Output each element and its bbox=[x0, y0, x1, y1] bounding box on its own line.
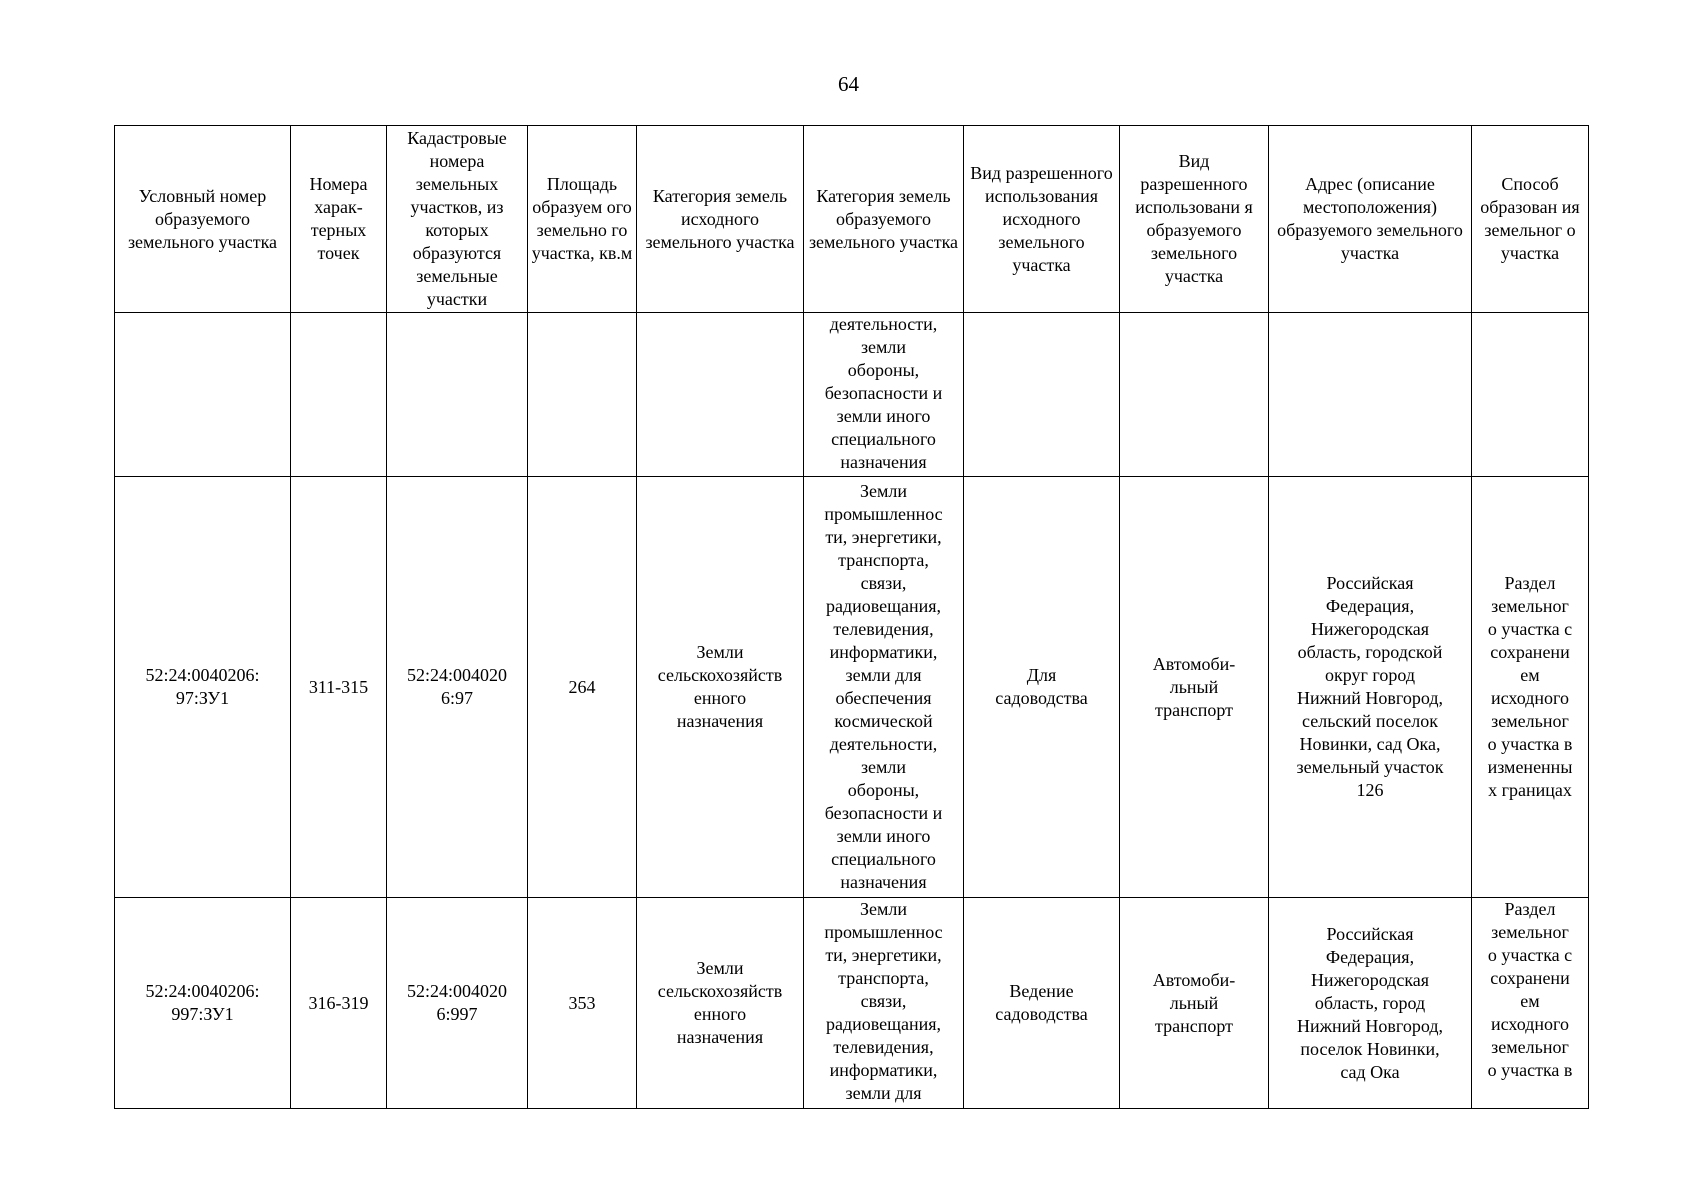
cell-cadastral-numbers: 52:24:004020 6:97 bbox=[387, 477, 528, 898]
cell-address: Российская Федерация, Нижегородская область, городской округ город Нижний Новгород, сельский поселок Новинки, сад Ока, земельный участок 126 bbox=[1269, 477, 1472, 898]
header-area: Площадь образуем ого земельно го участка, кв.м bbox=[528, 126, 637, 313]
cell-area: 353 bbox=[528, 898, 637, 1109]
page-number: 64 bbox=[838, 72, 859, 96]
cell-address: Российская Федерация, Нижегородская область, город Нижний Новгород, поселок Новинки, сад Ока bbox=[1269, 898, 1472, 1109]
cell-cadastral-numbers: 52:24:004020 6:997 bbox=[387, 898, 528, 1109]
table-row-continuation bbox=[115, 313, 1589, 477]
header-permitted-use-source: Вид разрешенного использования исходного земельного участка bbox=[964, 126, 1120, 313]
cell-points: 311-315 bbox=[291, 477, 387, 898]
cell-empty bbox=[637, 313, 804, 477]
cell-empty bbox=[291, 313, 387, 477]
cell-category-source: Земли сельскохозяйств енного назначения bbox=[637, 898, 804, 1109]
cell-empty bbox=[1120, 313, 1269, 477]
cell-empty bbox=[528, 313, 637, 477]
cell-category-formed: деятельности, земли обороны, безопасности и земли иного специального назначения bbox=[804, 313, 964, 477]
cell-empty bbox=[964, 313, 1120, 477]
cell-permitted-use-formed: Автомоби- льный транспорт bbox=[1120, 898, 1269, 1109]
table-header-row bbox=[115, 126, 1589, 313]
cell-empty bbox=[387, 313, 528, 477]
header-method: Способ образован ия земельног о участка bbox=[1472, 126, 1589, 313]
header-category-source: Категория земель исходного земельного участка bbox=[637, 126, 804, 313]
table-row bbox=[115, 898, 1589, 1109]
land-plots-table bbox=[114, 125, 1589, 1109]
cell-category-formed: Земли промышленнос ти, энергетики, транспорта, связи, радиовещания, телевидения, информатики, земли для bbox=[804, 898, 964, 1109]
cell-permitted-use-source: Ведение садоводства bbox=[964, 898, 1120, 1109]
header-category-formed: Категория земель образуемого земельного участка bbox=[804, 126, 964, 313]
cell-area: 264 bbox=[528, 477, 637, 898]
cell-points: 316-319 bbox=[291, 898, 387, 1109]
header-points: Номера харак-терных точек bbox=[291, 126, 387, 313]
cell-permitted-use-source: Для садоводства bbox=[964, 477, 1120, 898]
cell-empty bbox=[115, 313, 291, 477]
cell-empty bbox=[1472, 313, 1589, 477]
cell-permitted-use-formed: Автомоби- льный транспорт bbox=[1120, 477, 1269, 898]
cell-category-formed: Земли промышленнос ти, энергетики, транспорта, связи, радиовещания, телевидения, информатики, земли для обеспечения космической деятельности, земли обороны, безопасности и земли иного специального назначения bbox=[804, 477, 964, 898]
cell-empty bbox=[1269, 313, 1472, 477]
header-permitted-use-formed: Вид разрешенного использовани я образуемого земельного участка bbox=[1120, 126, 1269, 313]
cell-conditional-number: 52:24:0040206: 997:ЗУ1 bbox=[115, 898, 291, 1109]
header-cadastral-numbers: Кадастровые номера земельных участков, из которых образуются земельные участки bbox=[387, 126, 528, 313]
cell-method: Раздел земельног о участка с сохранени ем исходного земельног о участка в bbox=[1472, 898, 1589, 1109]
header-conditional-number: Условный номер образуемого земельного участка bbox=[115, 126, 291, 313]
cell-method: Раздел земельног о участка с сохранени ем исходного земельног о участка в измененны х границах bbox=[1472, 477, 1589, 898]
cell-category-source: Земли сельскохозяйств енного назначения bbox=[637, 477, 804, 898]
header-address: Адрес (описание местоположения) образуемого земельного участка bbox=[1269, 126, 1472, 313]
table-row bbox=[115, 477, 1589, 898]
cell-conditional-number: 52:24:0040206: 97:ЗУ1 bbox=[115, 477, 291, 898]
